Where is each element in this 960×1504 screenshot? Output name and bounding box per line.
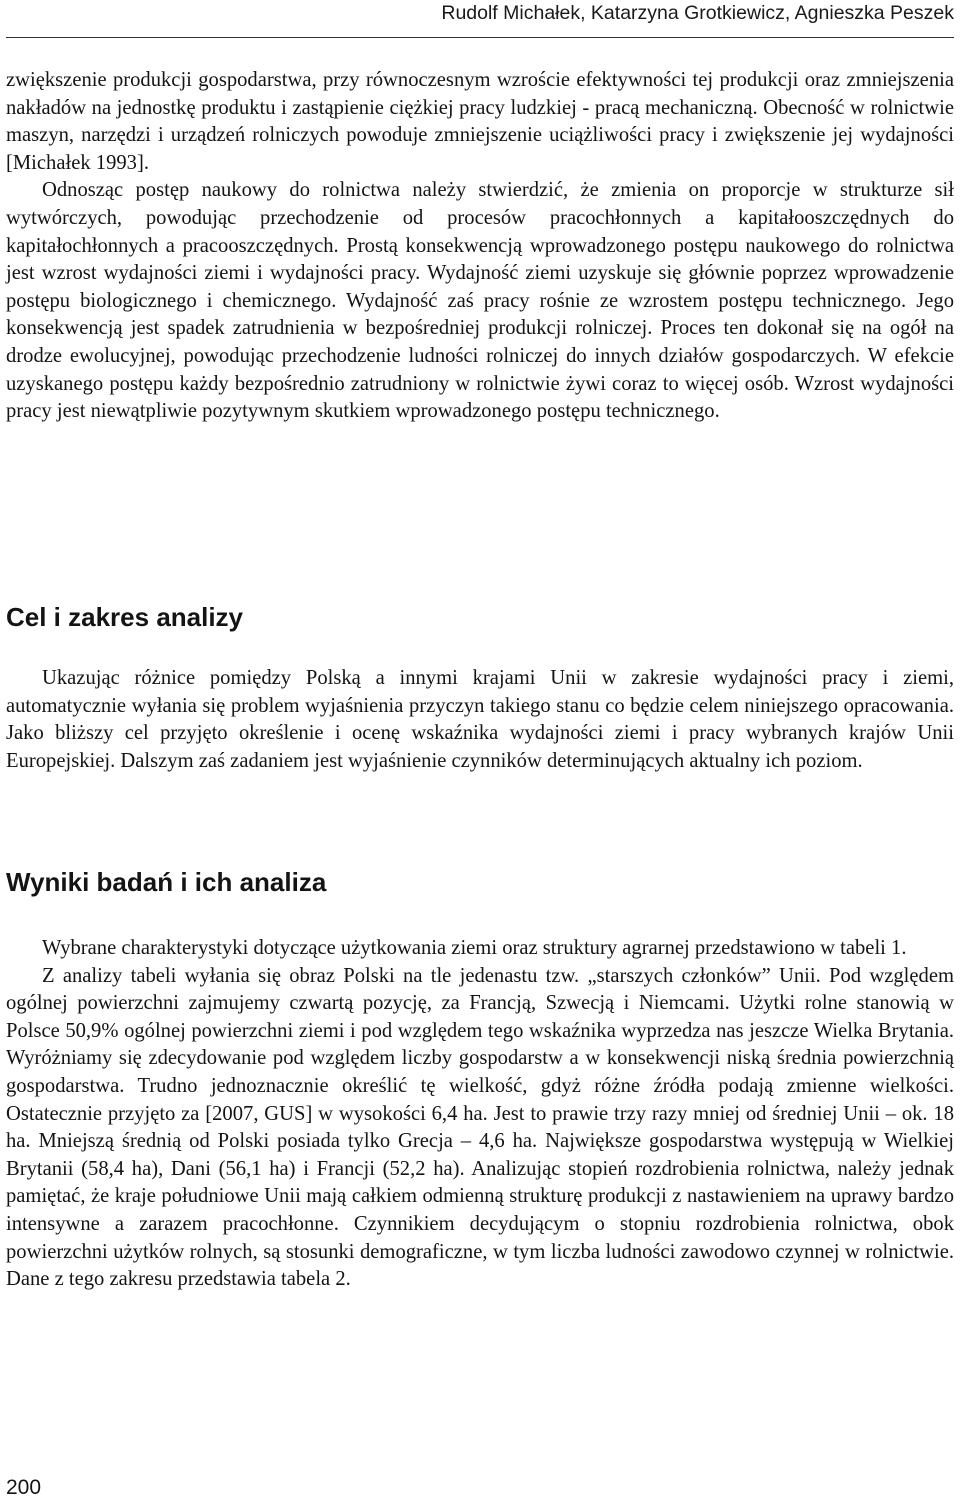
aim-paragraph-1: Ukazując różnice pomiędzy Polską a innymi krajami Unii w zakresie wydajności pracy i ziemi, automatycznie wyłania się problem wyjaśnienia przyczyn takiego stanu co będzie celem niniejszego opracowania. Jako bliższy cel przyjęto określenie i ocenę wskaźnika wydajności ziemi i pracy wybranych krajów Unii Europejskiej. Dalszym zaś zadaniem jest wyjaśnienie czynników determinujących aktualny ich poziom.: [6, 667, 954, 772]
page-number: 200: [6, 1476, 42, 1499]
intro-block: [6, 67, 954, 426]
running-header-authors: Rudolf Michałek, Katarzyna Grotkiewicz, Agnieszka Peszek: [441, 2, 954, 24]
section-heading-results: Wyniki badań i ich analiza: [6, 867, 327, 897]
aim-block: [6, 665, 954, 775]
header-rule: [6, 37, 954, 38]
results-paragraph-1: Wybrane charakterystyki dotyczące użytkowania ziemi oraz struktury agrarnej przedstawiono w tabeli 1.: [42, 937, 907, 959]
intro-paragraph-1: zwiększenie produkcji gospodarstwa, przy równoczesnym wzroście efektywności tej produkcji oraz zmniejszenia nakładów na jednostkę produktu i zastąpienie ciężkiej pracy ludzkiej - pracą mechaniczną. Obecność w rolnictwie maszyn, narzędzi i urządzeń rolniczych powoduje zmniejszenie uciążliwości pracy i zwiększenie jej wydajności [Michałek 1993].: [6, 69, 954, 174]
intro-paragraph-2: Odnosząc postęp naukowy do rolnictwa należy stwierdzić, że zmienia on proporcje w strukturze sił wytwórczych, powodując przechodzenie od procesów pracochłonnych a kapitałooszczędnych do kapitałochłonnych a pracooszczędnych. Prostą konsekwencją wprowadzonego postępu naukowego do rolnictwa jest wzrost wydajności ziemi i wydajności pracy. Wydajność ziemi uzyskuje się głównie poprzez wprowadzenie postępu biologicznego i chemicznego. Wydajność zaś pracy rośnie ze wzrostem postępu technicznego. Jego konsekwencją jest spadek zatrudnienia w bezpośredniej produkcji rolniczej. Proces ten dokonał się na ogół na drodze ewolucyjnej, powodując przechodzenie ludności rolniczej do innych działów gospodarczych. W efekcie uzyskanego postępu każdy bezpośrednio zatrudniony w rolnictwie żywi coraz to więcej osób. Wzrost wydajności pracy jest niewątpliwie pozytywnym skutkiem wprowadzonego postępu technicznego.: [6, 179, 954, 423]
section-heading-aim: Cel i zakres analizy: [6, 602, 244, 632]
results-paragraph-2: Z analizy tabeli wyłania się obraz Polski na tle jedenastu tzw. „starszych członków” Unii. Pod względem ogólnej powierzchni zajmujemy czwartą pozycję, za Francją, Szwecją i Niemcami. Użytki rolne stanowią w Polsce 50,9% ogólnej powierzchni ziemi i pod względem tego wskaźnika wyprzedza nas jeszcze Wielka Brytania. Wyróżniamy się zdecydowanie pod względem liczby gospodarstw a w konsekwencji niską średnia powierzchnią gospodarstwa. Trudno jednoznacznie określić tę wielkość, gdyż różne źródła podają zmienne wielkości. Ostatecznie przyjęto za [2007, GUS] w wysokości 6,4 ha. Jest to prawie trzy razy mniej od średniej Unii – ok. 18 ha. Mniejszą średnią od Polski posiada tylko Grecja – 4,6 ha. Największe gospodarstwa występują w Wielkiej Brytanii (58,4 ha), Dani (56,1 ha) i Francji (52,2 ha). Analizując stopień rozdrobienia rolnictwa, należy jednak pamiętać, że kraje południowe Unii mają całkiem odmienną strukturę produkcji z nastawieniem na uprawy bardzo intensywne a zarazem pracochłonne. Czynnikiem decydującym o stopniu rozdrobienia rolnictwa, obok powierzchni użytków rolnych, są stosunki demograficzne, w tym liczba ludności zawodowo czynnej w rolnictwie. Dane z tego zakresu przedstawia tabela 2.: [6, 964, 954, 1291]
results-block: [6, 935, 954, 1294]
